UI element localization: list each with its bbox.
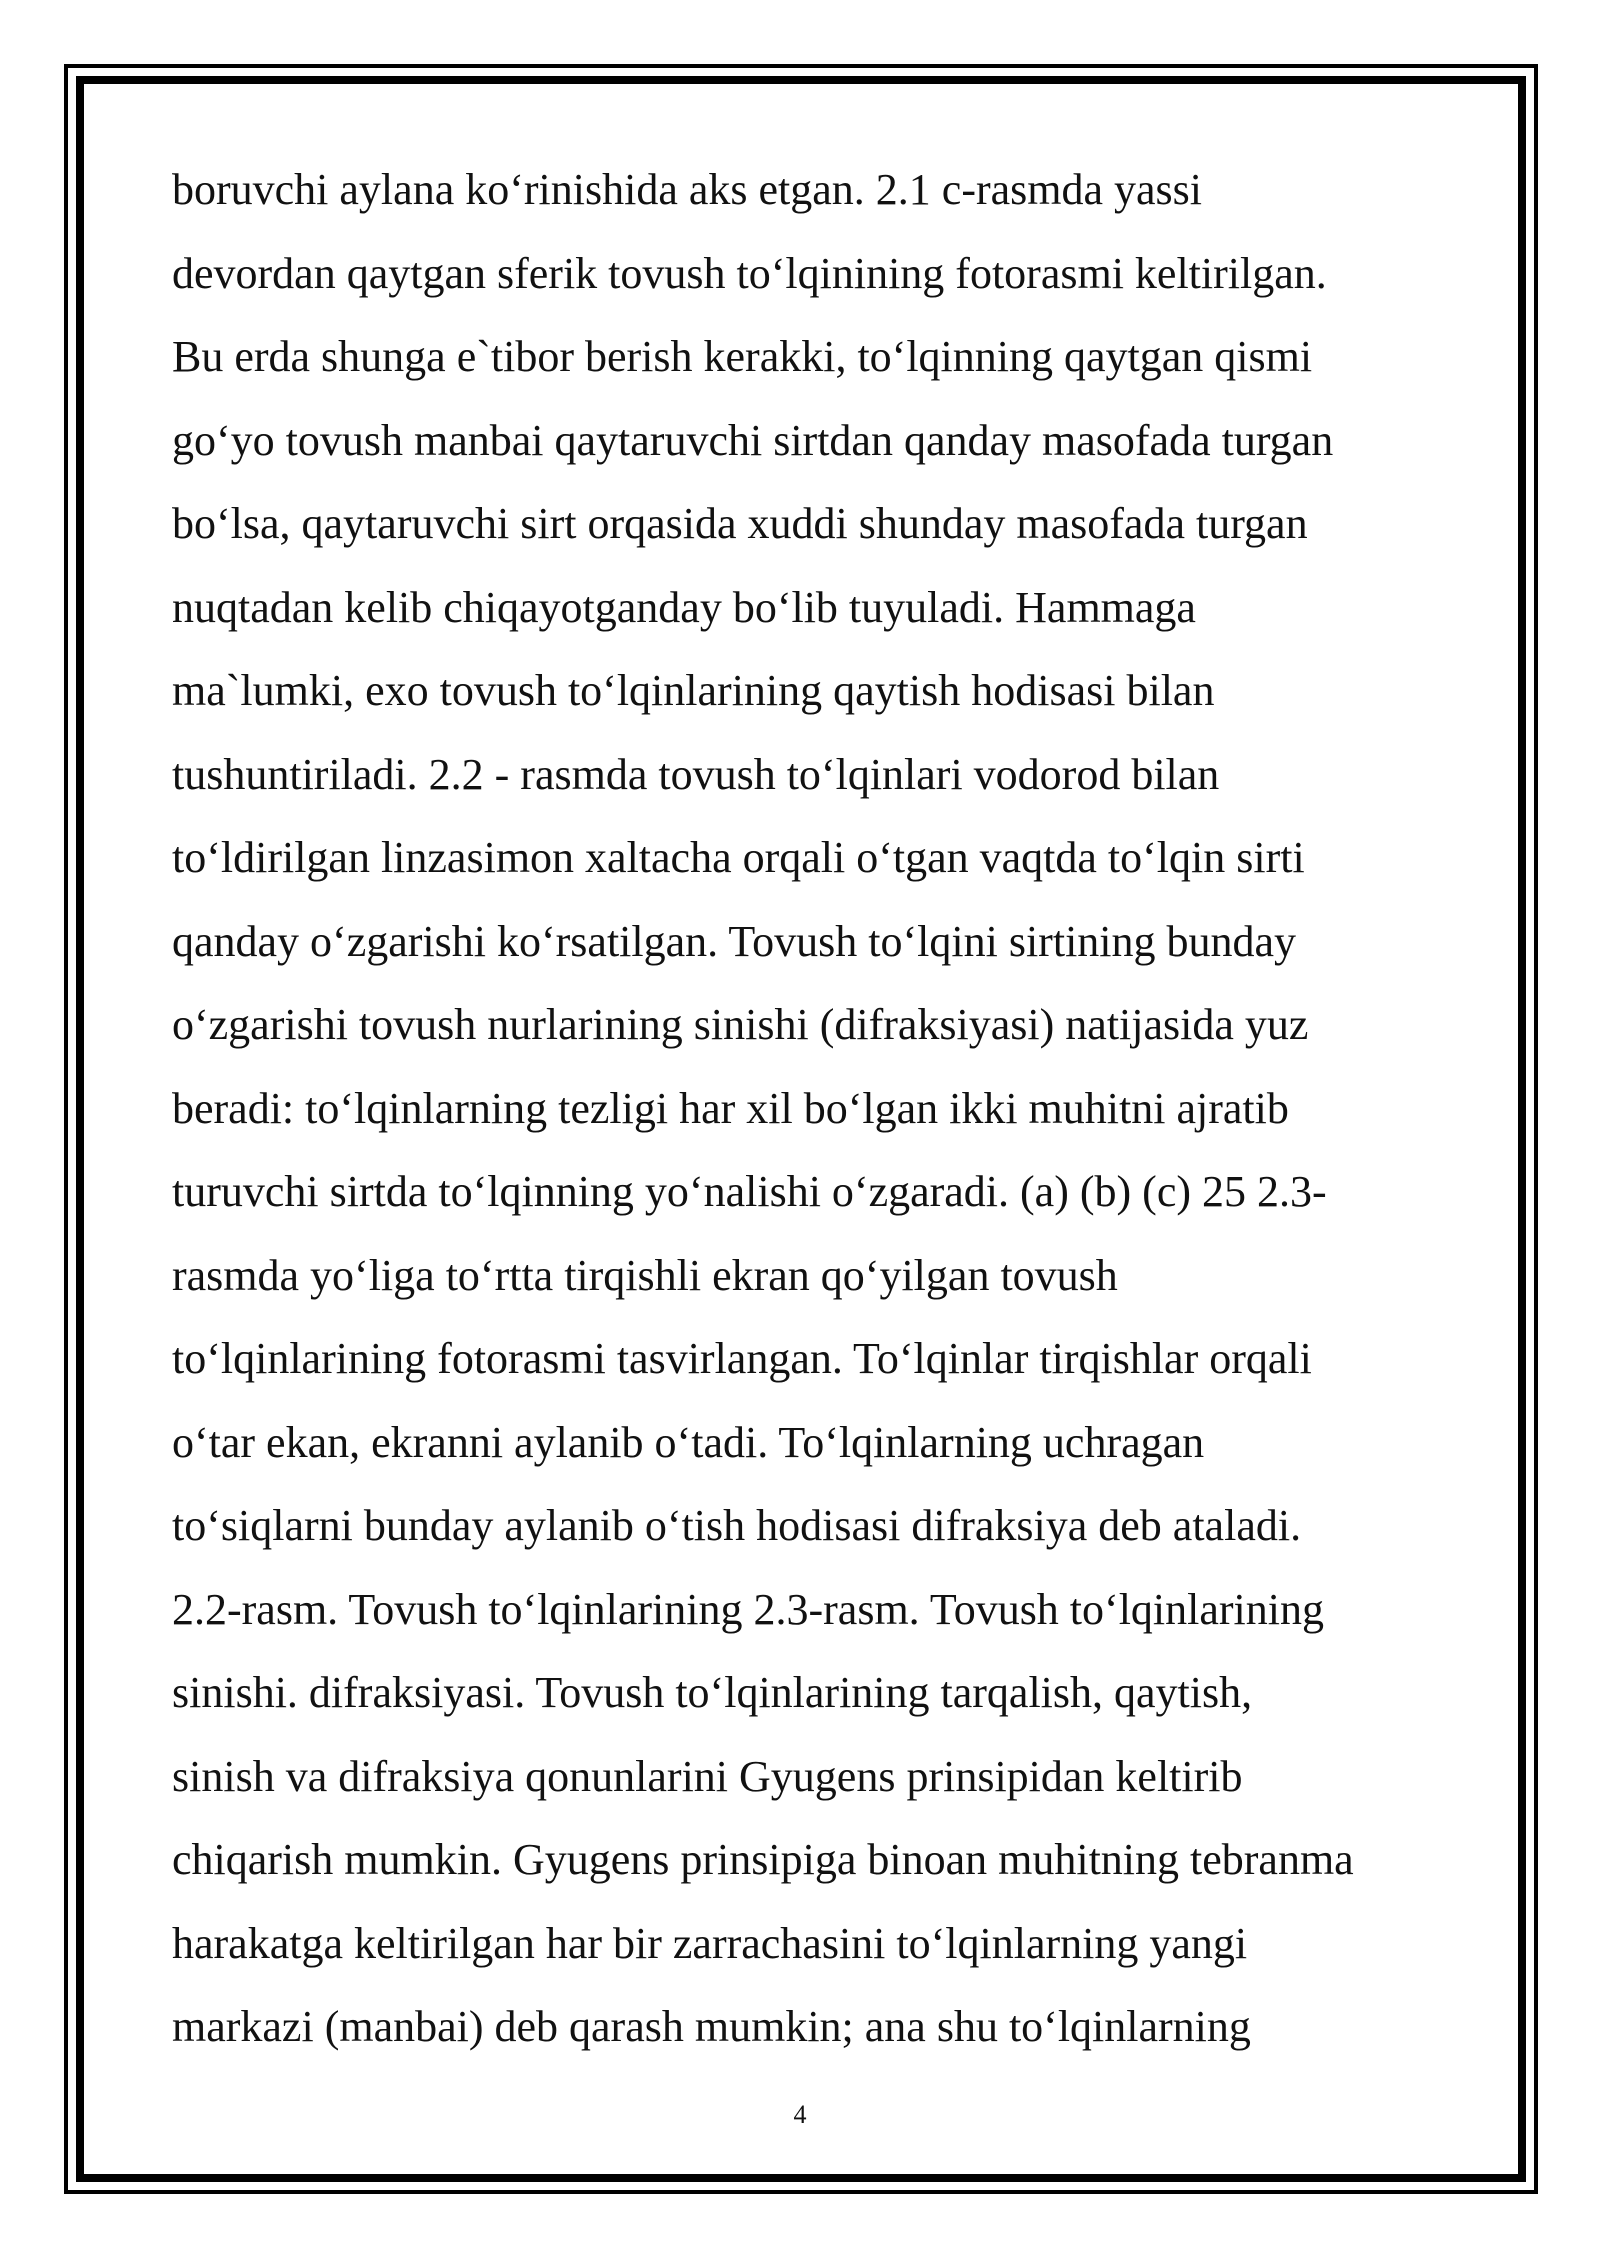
text-line: rasmda yoʻliga toʻrtta tirqishli ekran qoʻyilgan tovush	[172, 1250, 1118, 1300]
text-line: ma`lumki, exo tovush toʻlqinlarining qaytish hodisasi bilan	[172, 666, 1215, 715]
text-line: devordan qaytgan sferik tovush toʻlqinining fotorasmi keltirilgan.	[172, 248, 1327, 298]
text-line: harakatga keltirilgan har bir zarrachasini toʻlqinlarning yangi	[172, 1918, 1248, 1968]
text-line: Bu erda shunga e`tibor berish kerakki, toʻlqinning qaytgan qismi	[172, 332, 1313, 381]
text-line: sinishi. difraksiyasi. Tovush toʻlqinlarining tarqalish, qaytish,	[172, 1668, 1253, 1717]
text-line: markazi (manbai) deb qarash mumkin; ana shu toʻlqinlarning	[172, 2002, 1251, 2051]
page-number: 4	[793, 2100, 807, 2129]
text-line: boʻlsa, qaytaruvchi sirt orqasida xuddi shunday masofada turgan	[172, 499, 1308, 548]
text-line: oʻtar ekan, ekranni aylanib oʻtadi. Toʻlqinlarning uchragan	[172, 1417, 1205, 1467]
text-line: chiqarish mumkin. Gyugens prinsipiga binoan muhitning tebranma	[172, 1835, 1354, 1884]
text-line: tushuntiriladi. 2.2 - rasmda tovush toʻlqinlari vodorod bilan	[172, 749, 1220, 799]
text-line: sinish va difraksiya qonunlarini Gyugens prinsipidan keltirib	[172, 1751, 1243, 1801]
text-line: beradi: toʻlqinlarning tezligi har xil boʻlgan ikki muhitni ajratib	[172, 1083, 1289, 1133]
text-line: toʻlqinlarining fotorasmi tasvirlangan. Toʻlqinlar tirqishlar orqali	[172, 1334, 1312, 1383]
text-line: nuqtadan kelib chiqayotganday boʻlib tuyuladi. Hammaga	[172, 582, 1196, 632]
text-line: toʻldirilgan linzasimon xaltacha orqali oʻtgan vaqtda toʻlqin sirti	[172, 833, 1305, 882]
text-line: qanday oʻzgarishi koʻrsatilgan. Tovush toʻlqini sirtining bunday	[172, 916, 1297, 966]
body-text	[172, 148, 1482, 2069]
text-line: toʻsiqlarni bunday aylanib oʻtish hodisasi difraksiya deb ataladi.	[172, 1501, 1302, 1550]
text-line: 2.2-rasm. Tovush toʻlqinlarining 2.3-rasm. Tovush toʻlqinlarining	[172, 1584, 1324, 1634]
text-line: goʻyo tovush manbai qaytaruvchi sirtdan qanday masofada turgan	[172, 415, 1334, 465]
text-line: oʻzgarishi tovush nurlarining sinishi (difraksiyasi) natijasida yuz	[172, 1000, 1309, 1049]
text-line: turuvchi sirtda toʻlqinning yoʻnalishi oʻzgaradi. (a) (b) (c) 25 2.3-	[172, 1167, 1327, 1216]
text-line: boruvchi aylana koʻrinishida aks etgan. 2.1 c-rasmda yassi	[172, 165, 1203, 214]
